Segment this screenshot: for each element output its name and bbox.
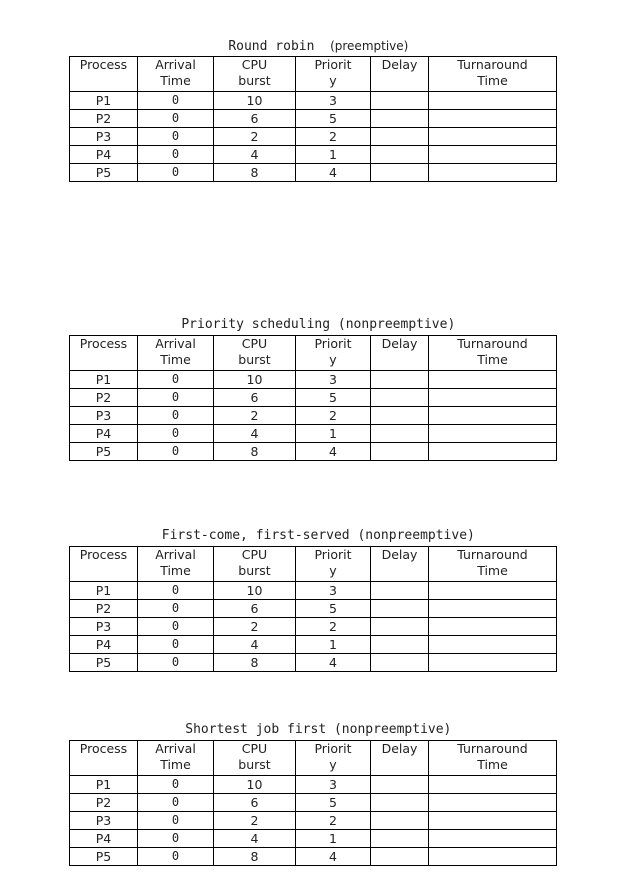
cell-process: P2 [70,389,138,407]
header-label: y [329,352,337,367]
header-label: Delay [381,741,418,756]
header-arrival-time [138,741,214,776]
schedule-table-priority [69,335,557,461]
cell-arrival: 0 [138,146,214,164]
table-row [70,92,557,110]
cell-arrival: 0 [138,848,214,866]
cell-priority: 1 [296,830,371,848]
header-label: burst [238,757,271,772]
header-row [70,547,557,582]
cell-process: P5 [70,164,138,182]
header-row [70,741,557,776]
cell-priority: 3 [296,582,371,600]
cell-delay[interactable] [371,164,429,182]
header-delay [371,741,429,776]
header-label: Time [477,352,508,367]
cell-turnaround[interactable] [429,164,557,182]
cell-priority: 2 [296,812,371,830]
cell-delay[interactable] [371,128,429,146]
cell-arrival: 0 [138,443,214,461]
cell-process: P1 [70,92,138,110]
header-priority [296,336,371,371]
cell-cpu: 10 [214,776,296,794]
header-label: Delay [381,336,418,351]
cell-priority: 3 [296,776,371,794]
cell-priority: 4 [296,654,371,672]
header-label: CPU [241,741,268,756]
table-row [70,654,557,672]
cell-arrival: 0 [138,812,214,830]
header-label: CPU [241,547,268,562]
header-label: burst [238,352,271,367]
header-label: Turnaround [457,547,528,562]
header-turnaround-time [429,336,557,371]
header-turnaround-time [429,547,557,582]
header-cpu-burst [214,57,296,92]
cell-process: P5 [70,848,138,866]
cell-turnaround[interactable] [429,794,557,812]
header-label: Process [79,336,128,351]
cell-turnaround[interactable] [429,371,557,389]
header-label: y [329,563,337,578]
cell-priority: 2 [296,618,371,636]
cell-arrival: 0 [138,600,214,618]
cell-turnaround[interactable] [429,146,557,164]
cell-arrival: 0 [138,371,214,389]
header-label: Turnaround [457,336,528,351]
header-label: burst [238,563,271,578]
table-row [70,830,557,848]
section-mode: (nonpreemptive) [337,317,456,332]
cell-priority: 3 [296,92,371,110]
cell-priority: 3 [296,371,371,389]
header-cpu-burst [214,547,296,582]
cell-priority: 5 [296,110,371,128]
cell-process: P3 [70,812,138,830]
cell-turnaround[interactable] [429,128,557,146]
cell-process: P5 [70,654,138,672]
table-row [70,110,557,128]
header-row [70,57,557,92]
cell-cpu: 2 [214,128,296,146]
header-process [70,57,138,92]
header-label: Delay [381,547,418,562]
header-label: Time [477,757,508,772]
cell-priority: 4 [296,848,371,866]
cell-turnaround[interactable] [429,848,557,866]
cell-delay[interactable] [371,92,429,110]
header-arrival-time [138,336,214,371]
cell-arrival: 0 [138,618,214,636]
cell-process: P3 [70,128,138,146]
cell-process: P2 [70,794,138,812]
cell-process: P1 [70,776,138,794]
cell-process: P1 [70,582,138,600]
header-label: Priorit [314,741,352,756]
cell-priority: 4 [296,164,371,182]
cell-delay[interactable] [371,830,429,848]
header-cpu-burst [214,336,296,371]
header-priority [296,57,371,92]
header-label: Process [79,547,128,562]
header-delay [371,547,429,582]
cell-cpu: 6 [214,600,296,618]
cell-process: P3 [70,618,138,636]
cell-process: P2 [70,600,138,618]
cell-turnaround[interactable] [429,425,557,443]
section-mode: (nonpreemptive) [333,722,452,737]
section-name: Shortest job first [185,722,327,737]
table-row [70,425,557,443]
cell-priority: 5 [296,600,371,618]
cell-delay[interactable] [371,794,429,812]
cell-turnaround[interactable] [429,407,557,425]
cell-cpu: 10 [214,92,296,110]
cell-turnaround[interactable] [429,636,557,654]
cell-delay[interactable] [371,110,429,128]
schedule-table-fcfs [69,546,557,672]
cell-priority: 2 [296,128,371,146]
cell-delay[interactable] [371,443,429,461]
table-row [70,600,557,618]
cell-cpu: 2 [214,407,296,425]
header-label: Process [79,57,128,72]
cell-delay[interactable] [371,425,429,443]
cell-turnaround[interactable] [429,389,557,407]
header-turnaround-time [429,57,557,92]
cell-cpu: 2 [214,812,296,830]
header-label: Time [160,757,191,772]
cell-turnaround[interactable] [429,110,557,128]
cell-process: P4 [70,636,138,654]
cell-process: P4 [70,425,138,443]
cell-cpu: 8 [214,443,296,461]
schedule-table-round-robin [69,56,557,182]
header-priority [296,547,371,582]
header-label: Time [477,563,508,578]
cell-cpu: 4 [214,636,296,654]
table-row [70,371,557,389]
cell-turnaround[interactable] [429,776,557,794]
cell-arrival: 0 [138,425,214,443]
cell-turnaround[interactable] [429,582,557,600]
cell-arrival: 0 [138,164,214,182]
cell-turnaround[interactable] [429,600,557,618]
cell-cpu: 8 [214,164,296,182]
cell-turnaround[interactable] [429,812,557,830]
section-mode: (nonpreemptive) [357,528,475,543]
cell-priority: 1 [296,146,371,164]
cell-cpu: 10 [214,582,296,600]
table-row [70,164,557,182]
header-row [70,336,557,371]
header-label: Arrival [155,741,196,756]
cell-cpu: 8 [214,654,296,672]
header-label: Turnaround [457,57,528,72]
header-label: Arrival [155,57,196,72]
cell-turnaround[interactable] [429,830,557,848]
table-row [70,812,557,830]
schedule-table-sjf [69,740,557,866]
cell-turnaround[interactable] [429,618,557,636]
section-title-round-robin [0,22,621,55]
table-row [70,389,557,407]
header-label: Time [477,73,508,88]
cell-cpu: 6 [214,794,296,812]
cell-cpu: 6 [214,110,296,128]
cell-cpu: 2 [214,618,296,636]
header-priority [296,741,371,776]
cell-cpu: 10 [214,371,296,389]
cell-cpu: 4 [214,146,296,164]
header-label: Priorit [314,336,352,351]
cell-cpu: 4 [214,830,296,848]
cell-cpu: 6 [214,389,296,407]
cell-priority: 2 [296,407,371,425]
section-name: First-come, first-served [161,528,350,543]
cell-delay[interactable] [371,407,429,425]
header-label: y [329,757,337,772]
table-row [70,776,557,794]
cell-delay[interactable] [371,582,429,600]
header-label: CPU [241,336,268,351]
table-row [70,636,557,654]
header-process [70,741,138,776]
header-label: y [329,73,337,88]
cell-arrival: 0 [138,92,214,110]
section-mode: (preemptive) [330,39,409,53]
header-label: Time [160,563,191,578]
cell-process: P3 [70,407,138,425]
cell-process: P1 [70,371,138,389]
header-label: burst [238,73,271,88]
cell-process: P5 [70,443,138,461]
cell-arrival: 0 [138,110,214,128]
header-label: Turnaround [457,741,528,756]
cell-delay[interactable] [371,636,429,654]
section-title-sjf [0,706,621,738]
cell-arrival: 0 [138,407,214,425]
cell-delay[interactable] [371,371,429,389]
cell-delay[interactable] [371,812,429,830]
table-row [70,582,557,600]
table-row [70,848,557,866]
header-label: CPU [241,57,268,72]
header-arrival-time [138,547,214,582]
table-row [70,407,557,425]
cell-delay[interactable] [371,776,429,794]
cell-arrival: 0 [138,654,214,672]
cell-priority: 5 [296,389,371,407]
cell-cpu: 8 [214,848,296,866]
section-name: Round robin [228,39,315,54]
cell-arrival: 0 [138,776,214,794]
header-label: Arrival [155,547,196,562]
header-label: Arrival [155,336,196,351]
cell-process: P4 [70,146,138,164]
cell-arrival: 0 [138,389,214,407]
header-delay [371,57,429,92]
header-process [70,547,138,582]
cell-arrival: 0 [138,636,214,654]
cell-turnaround[interactable] [429,92,557,110]
cell-delay[interactable] [371,848,429,866]
header-label: Priorit [314,57,352,72]
cell-priority: 1 [296,425,371,443]
header-label: Time [160,352,191,367]
section-name: Priority scheduling [181,317,331,332]
cell-cpu: 4 [214,425,296,443]
header-process [70,336,138,371]
section-title-fcfs [0,512,621,544]
cell-delay[interactable] [371,654,429,672]
header-arrival-time [138,57,214,92]
cell-arrival: 0 [138,794,214,812]
header-label: Priorit [314,547,352,562]
table-row [70,618,557,636]
cell-priority: 4 [296,443,371,461]
header-cpu-burst [214,741,296,776]
section-title-priority-scheduling [0,301,621,333]
table-row [70,794,557,812]
header-label: Delay [381,57,418,72]
cell-process: P4 [70,830,138,848]
header-label: Process [79,741,128,756]
cell-priority: 5 [296,794,371,812]
cell-arrival: 0 [138,582,214,600]
cell-priority: 1 [296,636,371,654]
header-delay [371,336,429,371]
table-row [70,146,557,164]
header-label: Time [160,73,191,88]
cell-turnaround[interactable] [429,654,557,672]
table-row [70,128,557,146]
cell-arrival: 0 [138,830,214,848]
table-row [70,443,557,461]
header-turnaround-time [429,741,557,776]
cell-delay[interactable] [371,146,429,164]
cell-delay[interactable] [371,618,429,636]
cell-process: P2 [70,110,138,128]
cell-arrival: 0 [138,128,214,146]
cell-turnaround[interactable] [429,443,557,461]
cell-delay[interactable] [371,600,429,618]
cell-delay[interactable] [371,389,429,407]
